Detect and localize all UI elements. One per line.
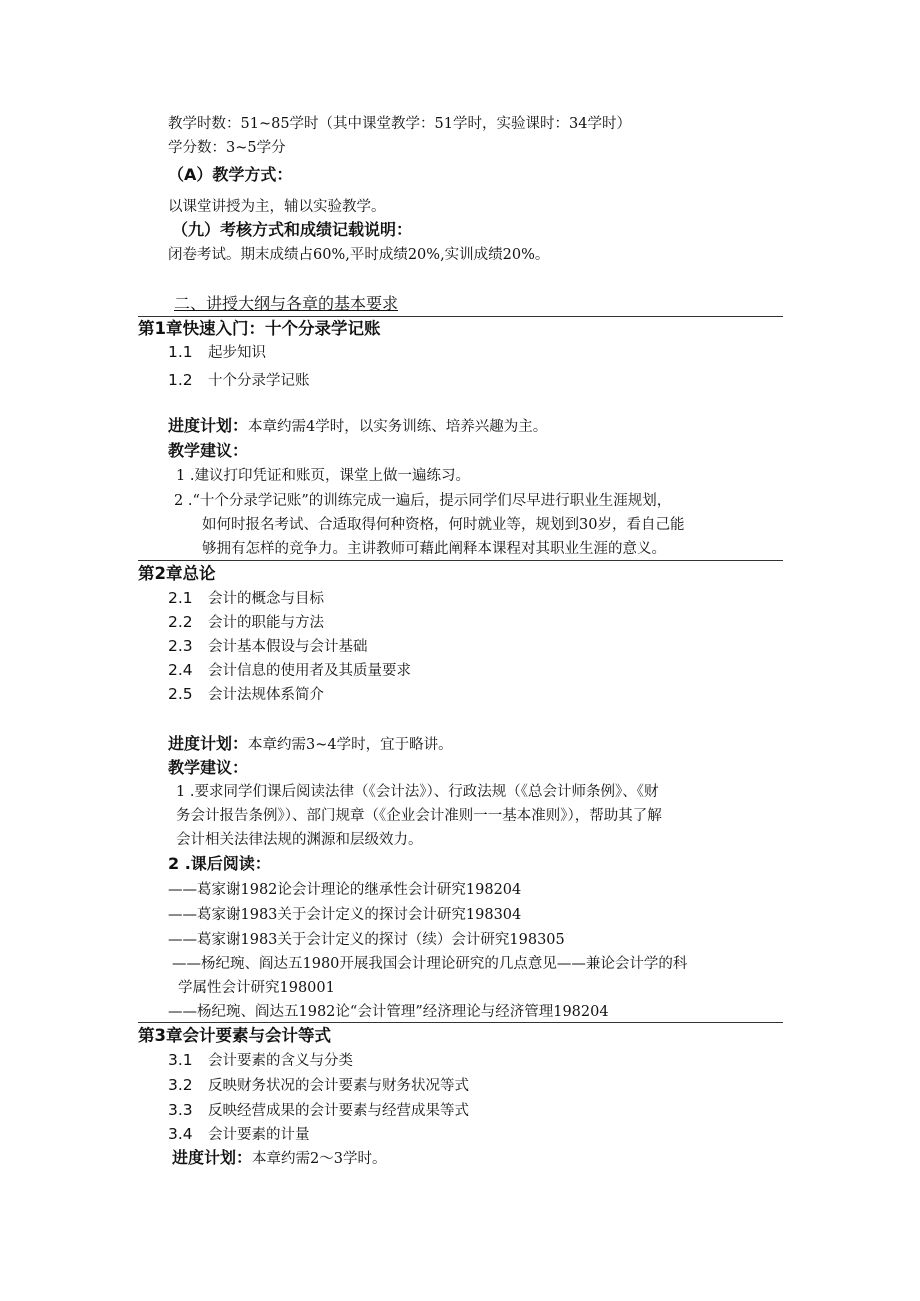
plan-label: 进度计划： — [168, 734, 249, 753]
section-number: 2.1 — [168, 589, 193, 607]
ch1-advice-1: 1 .建议打印凭证和账页，课堂上做一遍练习。 — [176, 468, 470, 484]
section-3-4 — [168, 1124, 310, 1145]
section-number: 2.3 — [168, 637, 193, 655]
ch2-advice-2: 2 .课后阅读： — [168, 854, 271, 873]
section-2-5 — [168, 684, 324, 705]
section-label: 会计基本假设与会计基础 — [208, 639, 368, 655]
reading-1: ——葛家谢1982论会计理论的继承性会计研究198204 — [168, 882, 522, 898]
section-label: 会计的职能与方法 — [208, 615, 324, 631]
section-3-3 — [168, 1100, 469, 1121]
reading-4: ——杨纪琬、阎达五1980开展我国会计理论研究的几点意见——兼论会计学的科 — [172, 956, 688, 972]
section-number: 1.2 — [168, 371, 193, 389]
assessment-heading: （九）考核方式和成绩记载说明： — [172, 220, 413, 239]
ch2-advice-1-line3: 会计相关法律法规的渊源和层级效力。 — [176, 832, 423, 848]
ch1-advice-2-line2: 如何时报名考试、合适取得何种资格，何时就业等，规划到30岁，看自己能 — [202, 517, 685, 533]
section-label: 十个分录学记账 — [208, 373, 310, 389]
section-label: 起步知识 — [208, 345, 266, 361]
section-number: 3.1 — [168, 1051, 193, 1069]
section-2-4 — [168, 660, 411, 681]
teaching-method-text: 以课堂讲授为主，辅以实验教学。 — [168, 199, 386, 215]
section-number: 3.3 — [168, 1101, 193, 1119]
ch3-progress-plan — [172, 1148, 386, 1169]
section-number: 3.2 — [168, 1076, 193, 1094]
ch2-advice-1-line2: 务会计报告条例》）、部门规章（《企业会计准则一一基本准则》），帮助其了解 — [176, 808, 662, 824]
plan-text: 本章约需3~4学时，宜于略讲。 — [248, 737, 453, 753]
section-2-3 — [168, 636, 368, 657]
section-number: 2.2 — [168, 613, 193, 631]
chapter1-title: 第1章快速入门：十个分录学记账 — [138, 319, 381, 338]
plan-text: 本章约需2～3学时。 — [252, 1151, 387, 1167]
ch1-progress-plan — [168, 416, 547, 437]
section-number: 2.4 — [168, 661, 193, 679]
plan-text: 本章约需4学时，以实务训练、培养兴趣为主。 — [248, 419, 548, 435]
section-label: 会计的概念与目标 — [208, 591, 324, 607]
section-label: 会计要素的计量 — [208, 1127, 310, 1143]
section-3-1 — [168, 1050, 353, 1071]
section-label: 反映财务状况的会计要素与财务状况等式 — [208, 1078, 469, 1094]
ch2-advice-1-line1: 1 .要求同学们课后阅读法律（《会计法》）、行政法规（《总会计师条例》、《财 — [176, 784, 659, 800]
assessment-text: 闭卷考试。期末成绩占60%,平时成绩20%,实训成绩20%。 — [168, 247, 550, 263]
teaching-method-heading: （A）教学方式： — [168, 165, 293, 184]
credits: 学分数：3~5学分 — [168, 140, 286, 156]
chapter3-title: 第3章会计要素与会计等式 — [138, 1026, 331, 1045]
ch1-advice-label: 教学建议： — [168, 441, 249, 460]
section-2-1 — [168, 588, 324, 609]
ch2-advice-label: 教学建议： — [168, 758, 249, 777]
section-number: 1.1 — [168, 343, 193, 361]
divider-ch2 — [138, 560, 783, 561]
section-label: 会计法规体系简介 — [208, 687, 324, 703]
section-label: 会计要素的含义与分类 — [208, 1053, 353, 1069]
teaching-hours: 教学时数：51~85学时（其中课堂教学：51学时，实验课时：34学时） — [168, 116, 631, 132]
section-1-1 — [168, 342, 266, 363]
section-3-2 — [168, 1075, 469, 1096]
section-number: 3.4 — [168, 1125, 193, 1143]
reading-5: ——杨纪琬、阎达五1982论“会计管理”经济理论与经济管理198204 — [168, 1004, 609, 1020]
section-label: 会计信息的使用者及其质量要求 — [208, 663, 411, 679]
outline-heading: 二、讲授大纲与各章的基本要求 — [174, 294, 399, 313]
divider-ch1 — [138, 316, 783, 317]
plan-label: 进度计划： — [172, 1148, 253, 1167]
reading-2: ——葛家谢1983关于会计定义的探讨会计研究198304 — [168, 907, 522, 923]
section-1-2 — [168, 370, 310, 391]
section-number: 2.5 — [168, 685, 193, 703]
section-2-2 — [168, 612, 324, 633]
ch2-progress-plan — [168, 734, 453, 755]
section-label: 反映经营成果的会计要素与经营成果等式 — [208, 1103, 469, 1119]
plan-label: 进度计划： — [168, 416, 249, 435]
ch1-advice-2-line3: 够拥有怎样的竞争力。主讲教师可藉此阐释本课程对其职业生涯的意义。 — [202, 541, 666, 557]
divider-ch3 — [138, 1022, 783, 1023]
chapter2-title: 第2章总论 — [138, 564, 216, 583]
reading-4-cont: 学属性会计研究198001 — [178, 980, 335, 996]
reading-3: ——葛家谢1983关于会计定义的探讨（续）会计研究198305 — [168, 932, 565, 948]
ch1-advice-2-line1: 2 .“十个分录学记账”的训练完成一遍后，提示同学们尽早进行职业生涯规划， — [174, 493, 672, 509]
